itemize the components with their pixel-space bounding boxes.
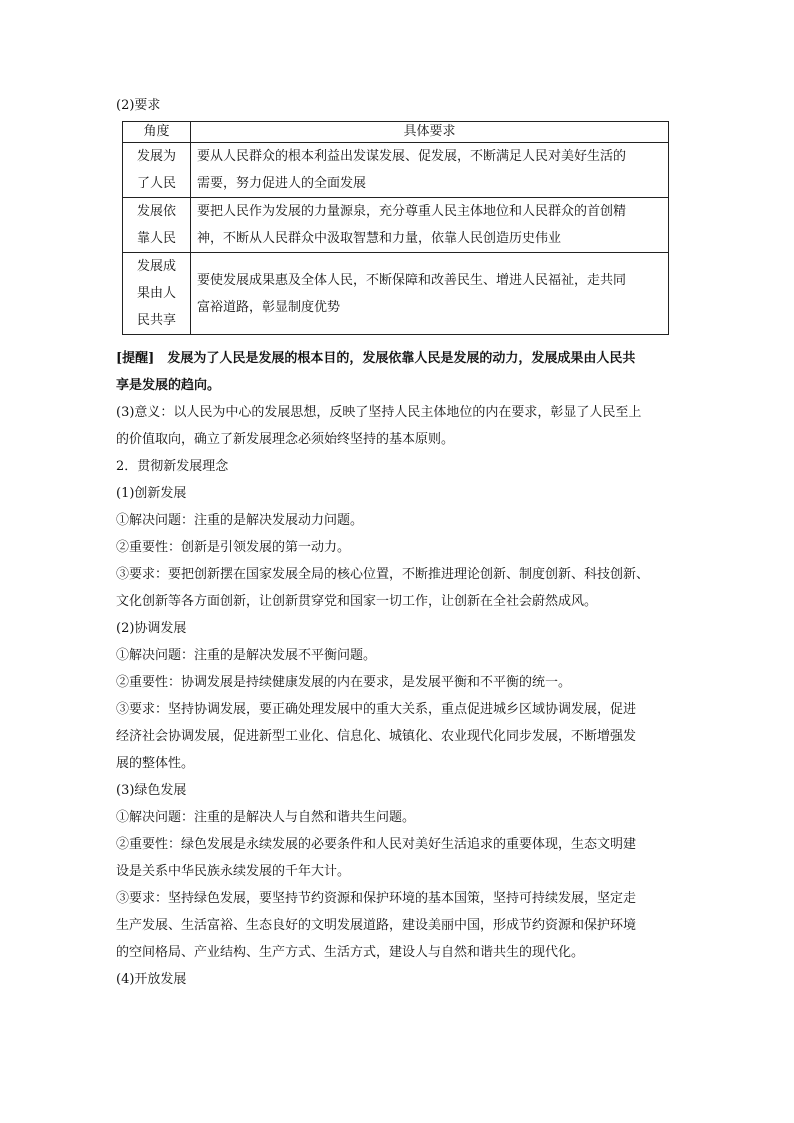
text-line: (3)意义：以人民为中心的发展思想，反映了坚持人民主体地位的内在要求，彰显了人民至上 [116, 405, 642, 420]
tip-line [116, 345, 682, 372]
text-line: 设是关系中华民族永续发展的千年大计。 [116, 864, 351, 879]
subheading-green: (3)绿色发展 [116, 783, 187, 798]
cell-line: 果由人 [136, 286, 176, 301]
text-line: 的空间格局、产业结构、生产方式、生活方式，建设人与自然和谐共生的现代化。 [116, 945, 585, 960]
text-line: ③要求：坚持绿色发展，要坚持节约资源和保护环境的基本国策，坚持可持续发展，坚定走 [116, 891, 637, 906]
subheading-coordination: (2)协调发展 [116, 621, 187, 636]
list-item [116, 885, 682, 966]
cell-line: 要使发展成果惠及全体人民，不断保障和改善民生、增进人民福祉，走共同 [197, 272, 627, 288]
text-line: 展的整体性。 [116, 756, 195, 771]
list-item [116, 696, 682, 777]
table-cell-detail [191, 198, 669, 253]
subheading-innovation: (1)创新发展 [116, 486, 187, 501]
table-header-row [123, 122, 669, 143]
table-cell-angle [123, 143, 191, 198]
text-line: 的价值取向，确立了新发展理念必须始终坚持的基本原则。 [116, 432, 455, 447]
list-item: ①解决问题：注重的是解决发展动力问题。 [116, 513, 364, 528]
table-cell-angle [123, 198, 191, 253]
cell-line: 需要，努力促进人的全面发展 [197, 176, 367, 191]
cell-line: 民共享 [136, 313, 176, 328]
list-item [116, 831, 682, 885]
list-item: ②重要性：创新是引领发展的第一动力。 [116, 540, 351, 555]
table-cell-detail [191, 143, 669, 198]
tip-label: [提醒] [116, 351, 155, 366]
cell-line: 发展成 [136, 259, 176, 274]
table-row [123, 253, 669, 335]
table-row [123, 198, 669, 253]
document-page [116, 92, 682, 993]
table-header-detail: 具体要求 [191, 122, 669, 143]
text-line: 生产发展、生活富裕、生态良好的文明发展道路，建设美丽中国，形成节约资源和保护环境 [116, 918, 637, 933]
cell-line: 发展为 [136, 149, 176, 164]
cell-line: 要从人民群众的根本利益出发谋发展、促发展，不断满足人民对美好生活的 [197, 149, 627, 164]
text-line: ③要求：坚持协调发展，要正确处理发展中的重大关系，重点促进城乡区域协调发展，促进 [116, 702, 637, 717]
table-row [123, 143, 669, 198]
cell-line: 靠人民 [136, 231, 176, 246]
cell-line: 发展依 [136, 204, 176, 219]
meaning-paragraph [116, 399, 682, 453]
text-line: ③要求：要把创新摆在国家发展全局的核心位置，不断推进理论创新、制度创新、科技创新、 [116, 567, 650, 582]
subheading-opening: (4)开放发展 [116, 972, 187, 987]
table-cell-detail [191, 253, 669, 335]
requirements-table [122, 121, 669, 335]
list-item [116, 561, 682, 615]
text-line: 文化创新等各方面创新，让创新贯穿党和国家一切工作，让创新在全社会蔚然成风。 [116, 594, 598, 609]
table-cell-angle [123, 253, 191, 335]
cell-line: 神，不断从人民群众中汲取智慧和力量，依靠人民创造历史伟业 [197, 231, 562, 246]
list-item: ②重要性：协调发展是持续健康发展的内在要求，是发展平衡和不平衡的统一。 [116, 675, 572, 690]
list-item: ①解决问题：注重的是解决人与自然和谐共生问题。 [116, 810, 416, 825]
cell-line: 了人民 [136, 176, 176, 191]
list-item: ①解决问题：注重的是解决发展不平衡问题。 [116, 648, 377, 663]
cell-line: 富裕道路，彰显制度优势 [197, 299, 341, 315]
text-line: 经济社会协调发展，促进新型工业化、信息化、城镇化、农业现代化同步发展，不断增强发 [116, 729, 637, 744]
cell-line: 要把人民作为发展的力量源泉，充分尊重人民主体地位和人民群众的首创精 [197, 204, 627, 219]
text-line: ②重要性：绿色发展是永续发展的必要条件和人民对美好生活追求的重要体现，生态文明建 [116, 837, 637, 852]
table-header-angle: 角度 [123, 122, 191, 143]
tip-text: 发展为了人民是发展的根本目的，发展依靠人民是发展的动力，发展成果由人民共 [154, 351, 636, 366]
section-heading-requirements: (2)要求 [116, 98, 161, 113]
section-heading-new-development-concept: 2．贯彻新发展理念 [116, 459, 229, 474]
tip-paragraph [116, 345, 682, 399]
tip-line: 享是发展的趋向。 [116, 378, 221, 393]
